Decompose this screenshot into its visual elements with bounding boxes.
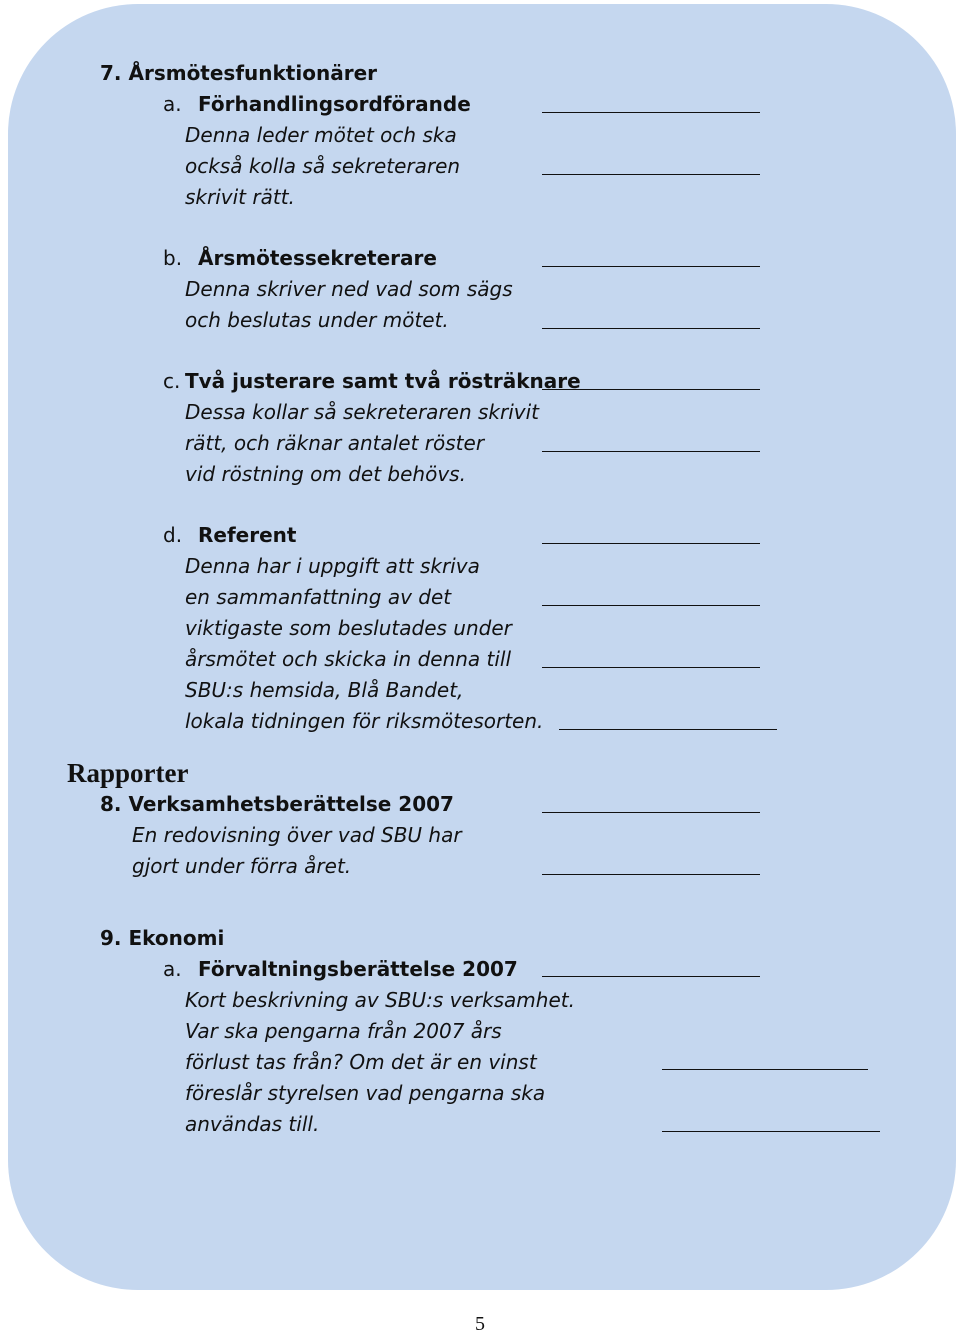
item-b-title: Årsmötessekreterare [198,246,437,270]
item-d-desc-line: lokala tidningen för riksmötesorten. [185,709,544,733]
signature-line [542,112,760,113]
item-b-desc-line: Denna skriver ned vad som sägs [185,277,513,301]
section-7-title: 7. Årsmötesfunktionärer [100,61,377,85]
signature-line [542,174,760,175]
item-a-desc-line: också kolla så sekreteraren [185,154,461,178]
item-b-marker: b. [163,246,183,270]
item-c-title: Två justerare samt två rösträknare [185,369,581,393]
item-9a-title: Förvaltningsberättelse 2007 [198,957,518,981]
item-9a-desc-line: Kort beskrivning av SBU:s verksamhet. [185,988,575,1012]
item-c-desc-line: rätt, och räknar antalet röster [185,431,485,455]
item-d-desc-line: viktigaste som beslutades under [185,616,512,640]
item-a-marker: a. [163,92,182,116]
item-a-desc-line: skrivit rätt. [185,185,295,209]
signature-line [542,605,760,606]
item-c-desc-line: Dessa kollar så sekreteraren skrivit [185,400,539,424]
section-8-title: 8. Verksamhetsberättelse 2007 [100,792,454,816]
item-9a-desc-line: förlust tas från? Om det är en vinst [185,1050,537,1074]
section-heading-rapporter: Rapporter [67,758,189,788]
item-9a-marker: a. [163,957,182,981]
item-d-desc-line: SBU:s hemsida, Blå Bandet, [185,678,464,702]
signature-line [559,729,777,730]
signature-line [542,976,760,977]
signature-line [542,266,760,267]
item-d-desc-line: årsmötet och skicka in denna till [185,647,512,671]
item-d-marker: d. [163,523,183,547]
signature-line [662,1131,880,1132]
item-a-desc-line: Denna leder mötet och ska [185,123,457,147]
item-d-title: Referent [198,523,297,547]
page-number: 5 [475,1313,485,1335]
signature-line [542,451,760,452]
item-c-marker: c. [163,369,181,393]
section-9-title: 9. Ekonomi [100,926,225,950]
signature-line [662,1069,868,1070]
item-9a-desc-line: föreslår styrelsen vad pengarna ska [185,1081,546,1105]
section-8-desc-line: En redovisning över vad SBU har [132,823,462,847]
signature-line [542,667,760,668]
section-8-desc-line: gjort under förra året. [132,854,352,878]
item-b-desc-line: och beslutas under mötet. [185,308,449,332]
signature-line [542,543,760,544]
item-a-title: Förhandlingsordförande [198,92,471,116]
item-d-desc-line: Denna har i uppgift att skriva [185,554,480,578]
item-d-desc-line: en sammanfattning av det [185,585,452,609]
signature-line [542,812,760,813]
item-9a-desc-line: Var ska pengarna från 2007 års [185,1019,502,1043]
item-9a-desc-line: användas till. [185,1112,320,1136]
signature-line [542,874,760,875]
signature-line [542,328,760,329]
item-c-desc-line: vid röstning om det behövs. [185,462,466,486]
signature-line [542,389,760,390]
